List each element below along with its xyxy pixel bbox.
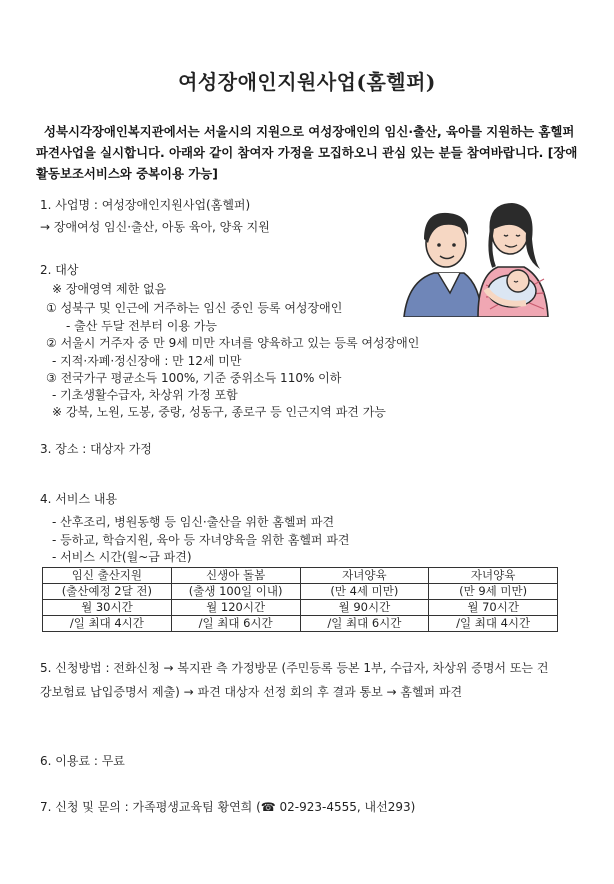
table-cell: /일 최대 6시간 (300, 616, 429, 632)
table-cell: 월 120시간 (171, 600, 300, 616)
section4-heading: 4. 서비스 내용 (40, 492, 118, 506)
section3-heading: 3. 장소 : 대상자 가정 (40, 442, 152, 456)
table-header-cell: 자녀양육 (429, 568, 558, 584)
section1-sub: → 장애여성 임신·출산, 아동 육아, 양육 지원 (40, 220, 270, 234)
table-header-cell: (출산예정 2달 전) (43, 584, 172, 600)
family-with-baby-illustration (394, 189, 552, 317)
section7-contact: 7. 신청 및 문의 : 가족평생교육팀 황연희 (☎ 02-923-4555, 내선293) (40, 800, 416, 814)
table-header-cell: (만 9세 미만) (429, 584, 558, 600)
service-item-1: - 산후조리, 병원동행 등 임신·출산을 위한 홈헬퍼 파견 (52, 515, 335, 529)
target-item-1: ① 성북구 및 인근에 거주하는 임신 중인 등록 여성장애인 (46, 301, 343, 315)
table-cell: /일 최대 4시간 (43, 616, 172, 632)
table-header-cell: 임신 출산지원 (43, 568, 172, 584)
target-item-2-sub: - 지적·자폐·정신장애 : 만 12세 미만 (52, 354, 242, 368)
service-hours-table (42, 567, 558, 632)
table-row (43, 600, 558, 616)
section1-heading: 1. 사업명 : 여성장애인지원사업(홈헬퍼) (40, 198, 251, 212)
table-header-cell: (출생 100일 이내) (171, 584, 300, 600)
table-row (43, 616, 558, 632)
target-item-1-sub: - 출산 두달 전부터 이용 가능 (66, 319, 217, 333)
section2-heading: 2. 대상 (40, 263, 79, 277)
section5-application-method: 5. 신청방법 : 전화신청 → 복지관 측 가정방문 (주민등록 등본 1부, 수급자, 차상위 증명서 또는 건강보험료 납입증명서 제출) → 파견 대상자 선정 회의 후 결과 통보 → 홈헬퍼 파견 (40, 661, 549, 699)
table-header-cell: (만 4세 미만) (300, 584, 429, 600)
intro-paragraph: 성북시각장애인복지관에서는 서울시의 지원으로 여성장애인의 임신·출산, 육아를 지원하는 홈헬퍼 파견사업을 실시합니다. 아래와 같이 참여자 가정을 모집하오니 관심 있는 분들 참여바랍니다. [장애활동보조서비스와 중복이용 가능] (36, 124, 578, 181)
target-item-2: ② 서울시 거주자 중 만 9세 미만 자녀를 양육하고 있는 등록 여성장애인 (46, 336, 420, 350)
table-cell: /일 최대 4시간 (429, 616, 558, 632)
target-item-3: ③ 전국가구 평균소득 100%, 기준 중위소득 110% 이하 (46, 371, 342, 385)
section2-note: ※ 장애영역 제한 없음 (52, 282, 167, 296)
page-title: 여성장애인지원사업(홈헬퍼) (178, 70, 436, 94)
table-header-row-1 (43, 568, 558, 584)
table-cell: 월 70시간 (429, 600, 558, 616)
table-cell: 월 90시간 (300, 600, 429, 616)
table-header-cell: 신생아 돌봄 (171, 568, 300, 584)
target-item-3-sub: - 기초생활수급자, 차상위 가정 포함 (52, 388, 238, 402)
service-item-3: - 서비스 시간(월~금 파견) (52, 550, 192, 564)
table-cell: /일 최대 6시간 (171, 616, 300, 632)
table-header-row-2 (43, 584, 558, 600)
section2-note-region: ※ 강북, 노원, 도봉, 중랑, 성동구, 종로구 등 인근지역 파견 가능 (52, 405, 386, 419)
table-cell: 월 30시간 (43, 600, 172, 616)
table-header-cell: 자녀양육 (300, 568, 429, 584)
section6-fee: 6. 이용료 : 무료 (40, 754, 125, 768)
service-item-2: - 등하교, 학습지원, 육아 등 자녀양육을 위한 홈헬퍼 파견 (52, 533, 350, 547)
